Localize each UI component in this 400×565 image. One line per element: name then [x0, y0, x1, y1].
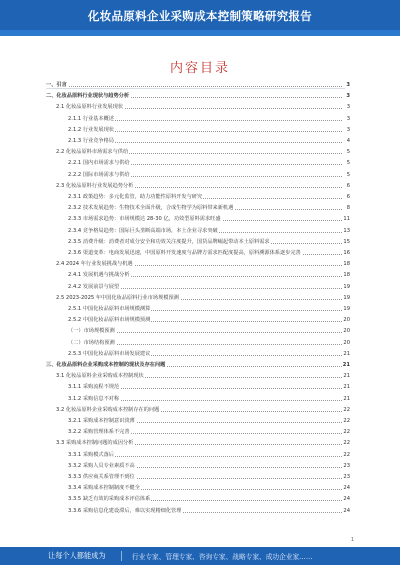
toc-entry[interactable]	[68, 204, 350, 212]
page-number: 1	[350, 537, 354, 543]
toc-entry-label: 2.3.3 市场需求趋势：市场规模达 28-30 亿，功效型原料需求旺盛	[68, 216, 221, 223]
toc-entry-label: 3.3.6 采购信息化建设滞后，难以实现精细化管理	[68, 507, 182, 514]
toc-entry-label: 2.4 2024 年行业发展挑战与机遇	[56, 261, 133, 268]
toc-entry-page: 5	[346, 149, 350, 156]
toc-entry-label: 一、引言	[46, 82, 67, 88]
toc-entry-page: 20	[343, 328, 350, 335]
toc-entry-page: 19	[343, 294, 350, 301]
toc-entry-label: 2.4.2 发展前景与展望	[68, 283, 120, 290]
toc-entry-label: 3.2.2 采购管理体系不完善	[68, 429, 130, 436]
toc-entry-page: 18	[343, 261, 350, 268]
toc-entry-page: 22	[343, 429, 350, 436]
toc-entry-page: 3	[346, 82, 350, 88]
toc-entry-page: 15	[343, 238, 350, 245]
toc-entry-label: 3.3.2 采购人员专业素质不高	[68, 462, 135, 469]
toc-entry-page: 21	[342, 362, 350, 368]
toc-entry-label: 2.2.1 国内市场需求与供给	[68, 160, 130, 167]
toc-entry[interactable]	[68, 507, 350, 515]
toc-entry[interactable]	[68, 193, 350, 201]
toc-entry[interactable]	[46, 81, 350, 89]
header-bar	[0, 0, 400, 36]
toc-entry[interactable]	[68, 271, 350, 279]
toc-entry-label: 2.3.6 渠道变革：电商发展迅速，中国原料开发速度与品牌方需求匹配度提高，原料溯源体系逐步完善	[68, 250, 301, 256]
toc-entry-label: 2.4.1 发展机遇与挑战分析	[68, 272, 130, 279]
toc-entry[interactable]	[56, 372, 350, 380]
toc-entry-page: 23	[343, 474, 350, 480]
footer-bar	[0, 547, 400, 565]
toc-entry[interactable]	[46, 92, 350, 100]
toc-entry-page: 21	[343, 350, 350, 357]
toc-entry-page: 20	[343, 339, 350, 346]
toc-entry[interactable]	[68, 462, 350, 470]
toc-entry-page: 8	[346, 205, 350, 212]
toc-entry-label: 2.1.3 行业竞争格局	[68, 138, 114, 144]
toc-entry-page: 19	[343, 283, 350, 290]
toc-entry[interactable]	[68, 249, 350, 257]
toc-entry-page: 22	[343, 406, 350, 413]
toc-entry[interactable]	[68, 316, 350, 324]
toc-entry-page: 22	[343, 440, 350, 447]
header-stripe	[0, 30, 400, 36]
toc-entry-label: 3.1.1 采购流程不规范	[68, 384, 120, 391]
toc-entry[interactable]	[68, 238, 350, 246]
toc-entry[interactable]	[68, 171, 350, 179]
toc-entry[interactable]	[68, 305, 350, 313]
toc-entry-page: 5	[346, 171, 350, 178]
toc-entry[interactable]	[68, 417, 350, 425]
toc-entry[interactable]	[68, 395, 350, 403]
toc-entry[interactable]	[68, 339, 350, 347]
toc-entry[interactable]	[68, 126, 350, 134]
toc-entry[interactable]	[68, 283, 350, 291]
toc-entry-label: 3.3.4 采购成本控制制度不健全	[68, 485, 140, 492]
toc-entry[interactable]	[68, 115, 350, 123]
toc-entry[interactable]	[68, 137, 350, 145]
footer-slogan: 让每个人都能成为	[48, 551, 106, 560]
toc-entry-page: 3	[346, 115, 350, 122]
footer-tagline: 行业专家、管理专家、咨询专家、战略专家、成功企业家……	[132, 553, 313, 561]
toc-entry-page: 3	[346, 93, 350, 100]
toc-entry-label: 二、化妆品原料行业现状与趋势分析	[46, 93, 130, 100]
toc-entry[interactable]	[68, 159, 350, 167]
toc-entry-label: 3.2.1 采购成本控制意识淡薄	[68, 418, 135, 424]
toc-entry-page: 22	[343, 418, 350, 424]
toc-entry[interactable]	[56, 294, 350, 302]
toc-entry-page: 21	[343, 373, 350, 380]
toc-entry[interactable]	[46, 361, 350, 369]
toc-entry-label: 3.3.1 采购模式落后	[68, 451, 114, 458]
toc-entry-page: 3	[346, 104, 350, 111]
toc-entry-page: 3	[346, 126, 350, 133]
toc-entry[interactable]	[68, 495, 350, 503]
toc-entry[interactable]	[56, 182, 350, 190]
toc-entry[interactable]	[68, 327, 350, 335]
toc-entry[interactable]	[68, 215, 350, 223]
toc-entry[interactable]	[68, 350, 350, 358]
toc-entry-label: 2.2 化妆品原料市场需求与供给	[56, 149, 129, 156]
toc-entry[interactable]	[56, 439, 350, 447]
footer-separator	[121, 551, 122, 561]
toc-entry-page: 13	[343, 227, 350, 234]
report-title: 化妆品原料企业采购成本控制策略研究报告	[87, 9, 313, 23]
toc-entry[interactable]	[56, 406, 350, 414]
toc-entry-page: 24	[343, 507, 350, 514]
toc-entry-label: （一）市场规模预测	[68, 328, 115, 335]
toc-entry-page: 24	[343, 496, 350, 503]
toc-entry-label: 2.5.3 中国化妆品原料市场发展建议	[68, 350, 151, 357]
toc-entry-label: 2.2.2 国际市场需求与供给	[68, 171, 130, 178]
toc-entry[interactable]	[68, 451, 350, 459]
toc-leader-dots	[46, 86, 342, 87]
toc-heading: 内容目录	[169, 61, 230, 76]
toc-entry-label: 2.5.2 中国化妆品原料市场规模预测	[68, 317, 151, 324]
toc-entry[interactable]	[68, 227, 350, 235]
toc-entry-page: 18	[343, 272, 350, 279]
toc-entry-page: 19	[343, 306, 350, 312]
toc-entry-label: 3.3.3 供应商关系管理不到位	[68, 474, 135, 480]
toc-entry-page: 24	[343, 485, 350, 492]
toc-entry-label: 2.3.2 技术发展趋势：生物技术全面升级，合成生物学为原料带来新机遇	[68, 205, 234, 212]
toc-entry[interactable]	[68, 383, 350, 391]
toc-entry-page: 6	[346, 182, 350, 189]
toc-entry[interactable]	[68, 428, 350, 436]
toc-entry[interactable]	[68, 484, 350, 492]
toc-entry-page: 11	[343, 216, 350, 223]
toc-entry-label: 3.1.2 采购信息不对称	[68, 395, 120, 402]
toc-entry-label: （二）市场结构预测	[68, 339, 115, 346]
toc-entry-label: 2.5 2023-2025 年中国化妆品原料行业市场规模预测	[56, 294, 179, 301]
toc-entry-label: 3.3 采购成本控制问题的成因分析	[56, 440, 134, 447]
toc-entry-page: 5	[346, 160, 350, 167]
toc-entry-page: 20	[343, 317, 350, 324]
toc-entry-label: 3.1 化妆品原料企业采购成本控制现状	[56, 373, 144, 380]
toc-entry-page: 4	[346, 138, 350, 144]
toc-entry[interactable]	[56, 103, 350, 111]
toc-entry-page: 23	[343, 462, 350, 469]
toc-entry-label: 2.1.1 行业基本概述	[68, 115, 114, 122]
toc-entry-label: 2.5.1 中国化妆品原料市场规模测算	[68, 306, 151, 312]
toc-entry-page: 22	[343, 451, 350, 458]
toc-entry-page: 16	[343, 250, 350, 256]
toc-entry-label: 三、化妆品原料企业采购成本控制的现状及存在问题	[46, 362, 166, 368]
toc-entry-page: 21	[343, 395, 350, 402]
toc-entry-label: 2.1.2 行业发展现状	[68, 126, 114, 133]
toc-entry-page: 6	[346, 194, 350, 200]
toc-entry-label: 3.2 化妆品原料企业采购成本控制存在的问题	[56, 406, 160, 413]
toc-entry-label: 2.3 化妆品原料行业发展趋势分析	[56, 182, 134, 189]
toc-entry[interactable]	[56, 148, 350, 156]
toc-entry-label: 2.3.5 消费升级：消费者对成分安全和功效关注度提升，国货品牌崛起带动本土原料需求	[68, 238, 270, 245]
toc-entry[interactable]	[56, 260, 350, 268]
toc-entry-label: 2.1 化妆品原料行业发展现状	[56, 104, 123, 111]
toc-entry[interactable]	[68, 473, 350, 481]
toc-entry-label: 2.3.1 政策趋势：多元化监管，助力功能性原料开发与研究	[68, 194, 203, 200]
toc-entry-label: 2.3.4 竞争格局趋势：国际巨头垄断高端市场，本土企业寻求突破	[68, 227, 218, 234]
toc-entry-page: 21	[343, 384, 350, 391]
toc-entry-label: 3.3.5 缺乏有效的采购成本评估体系	[68, 496, 151, 503]
